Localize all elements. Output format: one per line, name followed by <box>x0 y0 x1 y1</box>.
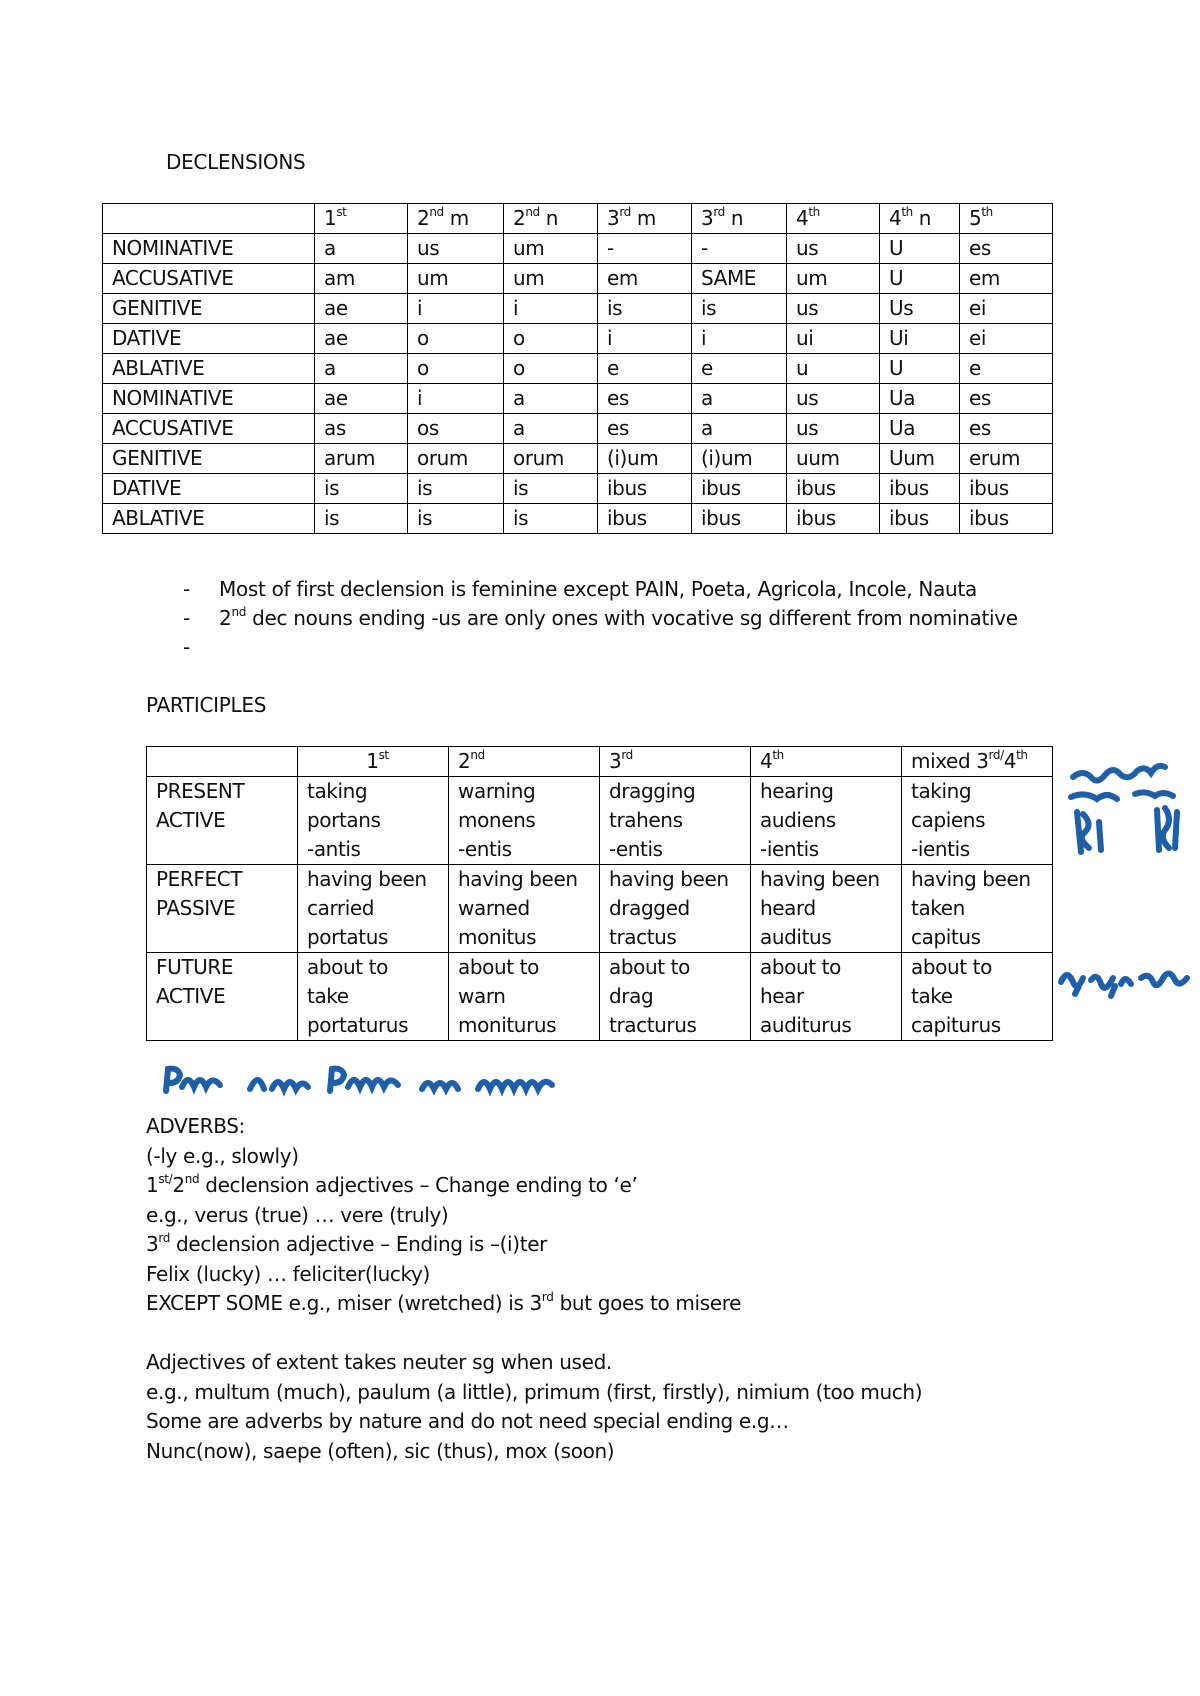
participle-label <box>147 777 298 865</box>
cell-line: auditus <box>760 925 832 949</box>
text-line <box>146 1348 922 1378</box>
table-cell: as <box>315 414 408 444</box>
cell-line: about to <box>458 955 539 979</box>
table-cell: em <box>960 264 1053 294</box>
table-cell: a <box>315 354 408 384</box>
table-cell: - <box>692 234 787 264</box>
table-cell: es <box>960 414 1053 444</box>
table-header-cell <box>600 747 751 777</box>
table-cell: us <box>787 294 880 324</box>
cell-line: about to <box>911 955 992 979</box>
text-line <box>146 1437 922 1467</box>
table-cell <box>449 865 600 953</box>
table-cell: i <box>504 294 598 324</box>
table-header-cell <box>408 204 504 234</box>
table-cell: U <box>880 354 960 384</box>
cell-line: -ientis <box>760 837 819 861</box>
table-cell: ibus <box>787 474 880 504</box>
cell-line: auditurus <box>760 1013 852 1037</box>
table-cell: is <box>315 504 408 534</box>
line-superscript: st/ <box>158 1172 173 1186</box>
table-row <box>103 444 1053 474</box>
cell-line: portaturus <box>307 1013 409 1037</box>
header-superscript: rd <box>713 205 725 219</box>
table-cell: um <box>408 264 504 294</box>
cell-line: warned <box>458 896 530 920</box>
table-cell: us <box>408 234 504 264</box>
header-number: 4 <box>796 206 809 230</box>
table-header-cell <box>902 747 1053 777</box>
table-cell: (i)um <box>692 444 787 474</box>
table-header-cell <box>449 747 600 777</box>
table-cell: U <box>880 234 960 264</box>
header-number: 3 <box>701 206 714 230</box>
table-cell: es <box>598 384 692 414</box>
table-cell: os <box>408 414 504 444</box>
header-number: 1 <box>366 749 379 773</box>
text-line <box>146 1201 922 1231</box>
cell-line: about to <box>609 955 690 979</box>
table-row <box>147 777 1053 865</box>
header-superscript: th <box>901 205 913 219</box>
header-number: 2 <box>458 749 471 773</box>
case-label: GENITIVE <box>103 294 315 324</box>
table-cell: a <box>504 414 598 444</box>
case-label: DATIVE <box>103 474 315 504</box>
table-cell: ibus <box>960 474 1053 504</box>
table-cell <box>902 953 1053 1041</box>
table-cell: Uum <box>880 444 960 474</box>
table-cell <box>751 953 902 1041</box>
table-cell: ei <box>960 324 1053 354</box>
table-row <box>147 865 1053 953</box>
table-header-row <box>147 747 1053 777</box>
line-superscript: rd <box>158 1231 171 1245</box>
table-cell: us <box>787 384 880 414</box>
header-superscript: rd <box>621 748 633 762</box>
cell-line: capiens <box>911 808 986 832</box>
line-text: 2 <box>172 1173 185 1197</box>
cell-line: hearing <box>760 779 834 803</box>
table-cell: i <box>692 324 787 354</box>
table-cell: ibus <box>787 504 880 534</box>
header-superscript: th <box>981 205 993 219</box>
table-cell <box>600 953 751 1041</box>
case-label: NOMINATIVE <box>103 384 315 414</box>
table-cell: orum <box>408 444 504 474</box>
line-superscript: rd <box>541 1290 554 1304</box>
cell-line: taken <box>911 896 965 920</box>
table-cell: us <box>787 414 880 444</box>
case-label: ABLATIVE <box>103 354 315 384</box>
table-header-cell <box>960 204 1053 234</box>
cell-line: portans <box>307 808 381 832</box>
cell-line: having been <box>307 867 427 891</box>
line-text: Adjectives of extent takes neuter sg when used. <box>146 1350 612 1374</box>
cell-line: capitus <box>911 925 981 949</box>
label-line: ACTIVE <box>156 808 226 832</box>
table-cell: o <box>408 354 504 384</box>
header-superscript: nd <box>525 205 540 219</box>
case-label: NOMINATIVE <box>103 234 315 264</box>
table-cell: a <box>692 384 787 414</box>
table-cell: ae <box>315 324 408 354</box>
header-number: 3 <box>976 749 989 773</box>
list-item <box>183 575 1018 604</box>
table-header-cell <box>147 747 298 777</box>
cell-line: take <box>307 984 349 1008</box>
line-text: Some are adverbs by nature and do not need special ending e.g… <box>146 1409 789 1433</box>
text-line <box>146 1142 922 1172</box>
line-text: declension adjective – Ending is –(i)ter <box>170 1232 548 1256</box>
line-text: e.g., multum (much), paulum (a little), primum (first, firstly), nimium (too much) <box>146 1379 923 1404</box>
list-item <box>183 604 1018 633</box>
table-cell: um <box>787 264 880 294</box>
header-suffix: m <box>630 206 656 230</box>
table-cell <box>298 953 449 1041</box>
note-text: Most of first declension is feminine except PAIN, Poeta, Agricola, Incole, Nauta <box>219 577 977 601</box>
cell-line: -antis <box>307 837 361 861</box>
table-header-row <box>103 204 1053 234</box>
header-superscript: rd <box>619 205 631 219</box>
header-superscript: th <box>808 205 820 219</box>
list-item <box>183 633 1018 662</box>
table-row <box>103 264 1053 294</box>
table-row <box>103 294 1053 324</box>
table-cell: Us <box>880 294 960 324</box>
table-cell: ibus <box>692 474 787 504</box>
bullet-dash: - <box>183 577 190 601</box>
note-text: dec nouns ending -us are only ones with vocative sg different from nominative <box>246 606 1018 630</box>
table-cell: ae <box>315 384 408 414</box>
table-cell: is <box>692 294 787 324</box>
cell-line: having been <box>458 867 578 891</box>
table-cell: ui <box>787 324 880 354</box>
header-number: 4 <box>760 749 773 773</box>
header-number: 3 <box>607 206 620 230</box>
label-line: PERFECT <box>156 867 243 891</box>
table-cell: ibus <box>692 504 787 534</box>
table-cell: ae <box>315 294 408 324</box>
table-cell: Ua <box>880 384 960 414</box>
cell-line: -entis <box>609 837 663 861</box>
table-cell <box>902 865 1053 953</box>
table-header-cell <box>751 747 902 777</box>
line-text: 3 <box>146 1232 159 1256</box>
table-header-cell <box>315 204 408 234</box>
table-row <box>103 234 1053 264</box>
header-superscript: th <box>1016 748 1028 762</box>
table-cell: a <box>315 234 408 264</box>
participles-title: PARTICIPLES <box>146 693 267 717</box>
header-superscript: nd <box>470 748 485 762</box>
table-cell <box>751 865 902 953</box>
header-number: 3 <box>609 749 622 773</box>
label-line: PASSIVE <box>156 896 236 920</box>
header-prefix: mixed <box>911 749 977 773</box>
table-cell: o <box>504 354 598 384</box>
table-header-cell <box>692 204 787 234</box>
text-line <box>146 1319 922 1349</box>
table-row <box>103 384 1053 414</box>
table-cell <box>449 777 600 865</box>
table-cell: e <box>960 354 1053 384</box>
table-cell: ibus <box>960 504 1053 534</box>
line-text: EXCEPT SOME e.g., miser (wretched) is 3 <box>146 1291 542 1315</box>
table-cell: is <box>504 504 598 534</box>
table-cell <box>600 865 751 953</box>
declensions-table <box>102 203 1053 534</box>
table-header-cell <box>598 204 692 234</box>
cell-line: portatus <box>307 925 388 949</box>
cell-line: taking <box>307 779 368 803</box>
cell-line: tracturus <box>609 1013 697 1037</box>
cell-line: about to <box>760 955 841 979</box>
table-cell: uum <box>787 444 880 474</box>
table-cell: orum <box>504 444 598 474</box>
case-label: ACCUSATIVE <box>103 414 315 444</box>
table-cell: U <box>880 264 960 294</box>
line-superscript: nd <box>184 1172 200 1186</box>
cell-line: monitus <box>458 925 537 949</box>
table-cell: i <box>408 294 504 324</box>
case-label: ABLATIVE <box>103 504 315 534</box>
label-line: PRESENT <box>156 779 245 803</box>
text-line <box>146 1171 922 1201</box>
table-header-cell <box>787 204 880 234</box>
label-line: ACTIVE <box>156 984 226 1008</box>
table-cell: - <box>598 234 692 264</box>
header-number: 1 <box>324 206 337 230</box>
table-cell: um <box>504 264 598 294</box>
table-cell: i <box>598 324 692 354</box>
cell-line: taking <box>911 779 972 803</box>
handwritten-annotation-icon <box>160 1061 570 1097</box>
cell-line: dragged <box>609 896 690 920</box>
table-cell: a <box>504 384 598 414</box>
header-superscript: th <box>772 748 784 762</box>
bullet-dash: - <box>183 635 190 659</box>
cell-line: carried <box>307 896 375 920</box>
text-line <box>146 1230 922 1260</box>
cell-line: audiens <box>760 808 836 832</box>
text-line <box>146 1260 922 1290</box>
cell-line: having been <box>911 867 1031 891</box>
header-suffix: 4 <box>1003 749 1017 773</box>
label-line: FUTURE <box>156 955 234 979</box>
line-text: Felix (lucky) … feliciter(lucky) <box>146 1261 430 1286</box>
line-text: Nunc(now), saepe (often), sic (thus), mox (soon) <box>146 1438 615 1463</box>
table-row <box>103 324 1053 354</box>
bullet-dash: - <box>183 606 190 630</box>
table-cell: erum <box>960 444 1053 474</box>
note-superscript: nd <box>231 605 247 619</box>
header-number: 2 <box>513 206 526 230</box>
cell-line: trahens <box>609 808 683 832</box>
participle-label <box>147 953 298 1041</box>
table-row <box>103 504 1053 534</box>
cell-line: about to <box>307 955 388 979</box>
case-label: GENITIVE <box>103 444 315 474</box>
table-cell: es <box>960 234 1053 264</box>
table-row <box>103 354 1053 384</box>
table-row <box>103 414 1053 444</box>
table-cell: Ui <box>880 324 960 354</box>
header-number: 2 <box>417 206 430 230</box>
table-header-cell <box>298 747 449 777</box>
table-cell: e <box>598 354 692 384</box>
cell-line: warn <box>458 984 506 1008</box>
table-cell: am <box>315 264 408 294</box>
table-row <box>103 474 1053 504</box>
header-superscript: nd <box>429 205 444 219</box>
table-cell: arum <box>315 444 408 474</box>
table-cell: is <box>315 474 408 504</box>
header-number: 4 <box>889 206 902 230</box>
header-suffix: n <box>912 206 932 230</box>
table-cell <box>298 865 449 953</box>
cell-line: take <box>911 984 953 1008</box>
adverbs-section <box>146 1112 922 1466</box>
cell-line: having been <box>609 867 729 891</box>
cell-line: -ientis <box>911 837 970 861</box>
text-line <box>146 1112 922 1142</box>
cell-line: drag <box>609 984 654 1008</box>
handwritten-annotation-icon <box>1055 960 1195 1005</box>
table-cell: es <box>598 414 692 444</box>
table-cell: ibus <box>880 474 960 504</box>
table-cell: is <box>408 474 504 504</box>
cell-line: heard <box>760 896 816 920</box>
table-row <box>147 953 1053 1041</box>
line-text: 1 <box>146 1173 159 1197</box>
header-suffix: m <box>443 206 469 230</box>
cell-line: moniturus <box>458 1013 557 1037</box>
table-cell: i <box>408 384 504 414</box>
table-header-cell <box>504 204 598 234</box>
table-cell: ibus <box>880 504 960 534</box>
table-header-cell <box>880 204 960 234</box>
table-cell: es <box>960 384 1053 414</box>
table-cell: (i)um <box>598 444 692 474</box>
cell-line: warning <box>458 779 536 803</box>
table-cell: us <box>787 234 880 264</box>
line-text: but goes to misere <box>553 1291 742 1315</box>
table-cell: is <box>504 474 598 504</box>
cell-line: having been <box>760 867 880 891</box>
table-cell: is <box>408 504 504 534</box>
text-line <box>146 1289 922 1319</box>
cell-line: dragging <box>609 779 696 803</box>
table-cell: ei <box>960 294 1053 324</box>
cell-line: capiturus <box>911 1013 1001 1037</box>
participle-label <box>147 865 298 953</box>
table-cell <box>902 777 1053 865</box>
participles-table <box>146 746 1053 1041</box>
notes-list <box>183 575 1018 662</box>
table-cell: ibus <box>598 504 692 534</box>
text-line <box>146 1378 922 1408</box>
line-text: declension adjectives – Change ending to ‘e’ <box>199 1173 638 1197</box>
header-superscript: rd/ <box>988 748 1004 762</box>
case-label: DATIVE <box>103 324 315 354</box>
line-text: e.g., verus (true) … vere (truly) <box>146 1202 449 1227</box>
note-prefix: 2 <box>219 606 232 630</box>
declensions-title: DECLENSIONS <box>166 150 306 174</box>
table-cell: um <box>504 234 598 264</box>
table-cell: SAME <box>692 264 787 294</box>
table-cell: e <box>692 354 787 384</box>
table-cell <box>600 777 751 865</box>
cell-line: -entis <box>458 837 512 861</box>
text-line <box>146 1407 922 1437</box>
cell-line: hear <box>760 984 804 1008</box>
table-cell: Ua <box>880 414 960 444</box>
header-suffix: n <box>724 206 744 230</box>
line-text: (-ly e.g., slowly) <box>146 1143 299 1168</box>
table-cell: ibus <box>598 474 692 504</box>
case-label: ACCUSATIVE <box>103 264 315 294</box>
table-cell <box>751 777 902 865</box>
header-number: 5 <box>969 206 982 230</box>
table-cell: a <box>692 414 787 444</box>
header-superscript: st <box>378 748 389 762</box>
handwritten-annotation-icon <box>1065 752 1190 872</box>
cell-line: tractus <box>609 925 677 949</box>
header-superscript: st <box>336 205 347 219</box>
table-cell: o <box>408 324 504 354</box>
table-cell: u <box>787 354 880 384</box>
table-header-cell <box>103 204 315 234</box>
table-cell: o <box>504 324 598 354</box>
table-cell <box>449 953 600 1041</box>
table-cell: is <box>598 294 692 324</box>
line-text: ADVERBS: <box>146 1114 245 1138</box>
cell-line: monens <box>458 808 536 832</box>
table-cell: em <box>598 264 692 294</box>
table-cell <box>298 777 449 865</box>
header-suffix: n <box>539 206 558 230</box>
